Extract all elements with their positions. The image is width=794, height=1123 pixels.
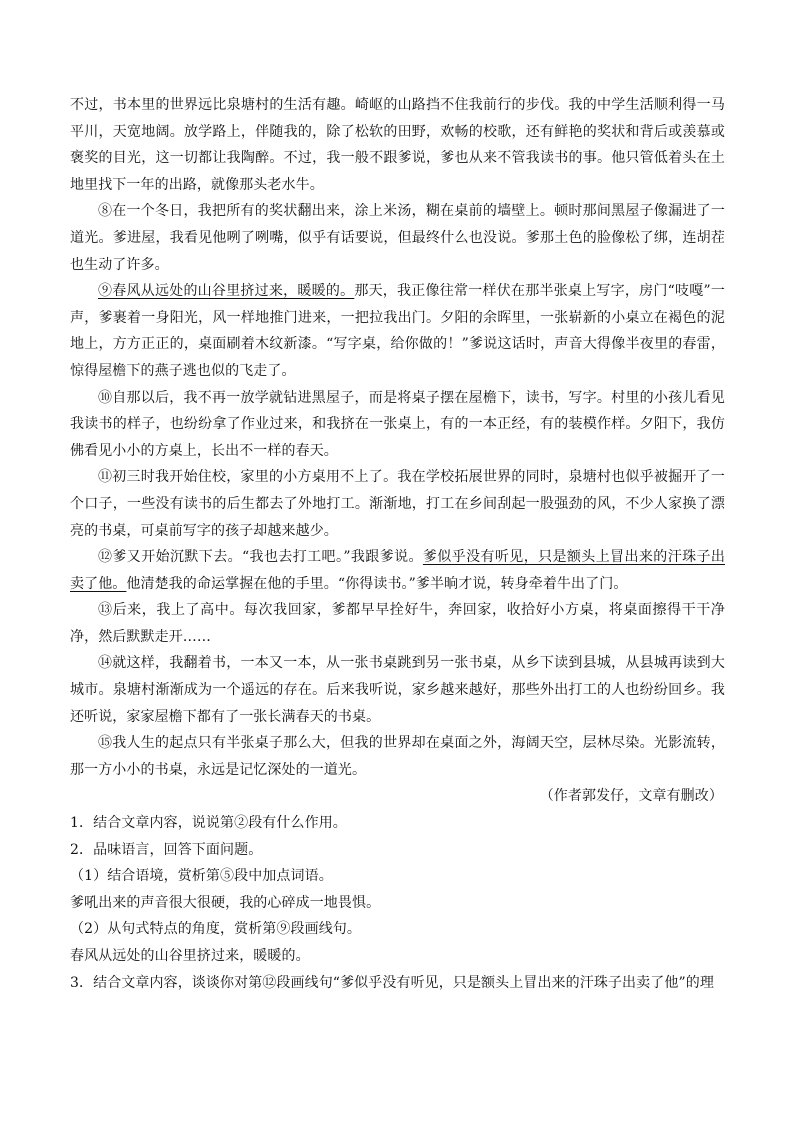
question-2-part-2: （2）从句式特点的角度，赏析第⑨段画线句。 xyxy=(70,921,362,938)
question-2-part-1: （1）结合语境，赏析第⑤段中加点词语。 xyxy=(70,868,333,885)
article-paragraph-10: ⑩自那以后，我不再一放学就钻进黑屋子，而是将桌子摆在屋檐下，读书，写字。村里的小孩儿看见我读书的样子，也纷纷拿了作业过来，和我挤在一张桌上，有的一本正经，有的装模作样。夕阳下，我仿佛看见小小的方桌上，长出不一样的春天。 xyxy=(70,389,725,459)
article-paragraph-15: ⑮我人生的起点只有半张桌子那么大，但我的世界却在桌面之外，海阔天空，层林尽染。光影流转，那一方小小的书桌，永远是记忆深处的一道光。 xyxy=(70,735,725,778)
question-1: 1．结合文章内容，说说第②段有什么作用。 xyxy=(70,815,347,832)
paragraph-9-rest: 那天，我正像往常一样伏在那半张桌上写字，房门“吱嘎”一声，爹裹着一身阳光，风一样地推门进来，一把拉我出门。夕阳的余晖里，一张崭新的小桌立在褐色的泥地上，方方正正的，桌面刷着木纹新漆。“写字桌，给你做的！”爹说这话时，声音大得像半夜里的春雷，惊得屋檐下的燕子逃也似的飞走了。 xyxy=(70,283,725,379)
document-page xyxy=(70,92,725,996)
article-paragraph-11: ⑪初三时我开始住校，家里的小方桌用不上了。我在学校拓展世界的同时，泉塘村也似乎被掘开了一个口子，一些没有读书的后生都去了外地打工。渐渐地，打工在乡间刮起一股强劲的风，不少人家换了漂亮的书桌，可桌前写字的孩子却越来越少。 xyxy=(70,469,725,539)
question-2-part-2-quote: 春风从远处的山谷里挤过来，暖暖的。 xyxy=(70,948,310,964)
underlined-sentence-9: ⑨春风从远处的山谷里挤过来，暖暖的。 xyxy=(98,283,355,300)
author-note: （作者郭发仔，文章有删改） xyxy=(539,788,723,805)
article-paragraph-13: ⑬后来，我上了高中。每次我回家，爹都早早拴好牛，奔回家，收拾好小方桌，将桌面擦得干干净净，然后默默走开…… xyxy=(70,602,725,645)
article-paragraph-14: ⑭就这样，我翻着书，一本又一本，从一张书桌跳到另一张书桌，从乡下读到县城，从县城再读到大城市。泉塘村渐渐成为一个遥远的存在。后来我听说，家乡越来越好，那些外出打工的人也纷纷回乡。我还听说，家家屋檐下都有了一张长满春天的书桌。 xyxy=(70,655,725,725)
paragraph-12-rest: 他清楚我的命运掌握在他的手里。“你得读书。”爹半晌才说，转身牵着牛出了门。 xyxy=(126,575,628,592)
question-2: 2．品味语言，回答下面问题。 xyxy=(70,841,263,858)
underlined-sentence-12: 爹似乎没有听见，只是额头上冒出来的汗珠子出卖了他。 xyxy=(70,549,725,592)
question-3: 3．结合文章内容，谈谈你对第⑫段画线句“爹似乎没有听见，只是额头上冒出来的汗珠子出卖了他”的理 xyxy=(70,974,714,991)
article-paragraph-12 xyxy=(70,544,725,597)
article-paragraph-8: ⑧在一个冬日，我把所有的奖状翻出来，涂上米汤，糊在桌前的墙壁上。顿时那间黑屋子像漏进了一道光。爹进屋，我看见他咧了咧嘴，似乎有话要说，但最终什么也没说。爹那土色的脸像松了绑，连胡茬也生动了许多。 xyxy=(70,203,725,273)
article-paragraph-9 xyxy=(70,278,725,384)
paragraph-12-start: ⑫爹又开始沉默下去。“我也去打工吧。”我跟爹说。 xyxy=(98,549,423,566)
question-2-part-1-quote: 爹吼出来的声音很大很硬，我的心碎成一地畏惧。 xyxy=(70,894,381,911)
article-paragraph-intro: 不过，书本里的世界远比泉塘村的生活有趣。崎岖的山路挡不住我前行的步伐。我的中学生活顺利得一马平川，天宽地阔。放学路上，伴随我的，除了松软的田野，欢畅的校歌，还有鲜艳的奖状和背后或羡慕或褒奖的目光，这一切都让我陶醉。不过，我一般不跟爹说，爹也从来不管我读书的事。他只管低着头在土地里找下一年的出路，就像那头老水牛。 xyxy=(70,97,725,193)
